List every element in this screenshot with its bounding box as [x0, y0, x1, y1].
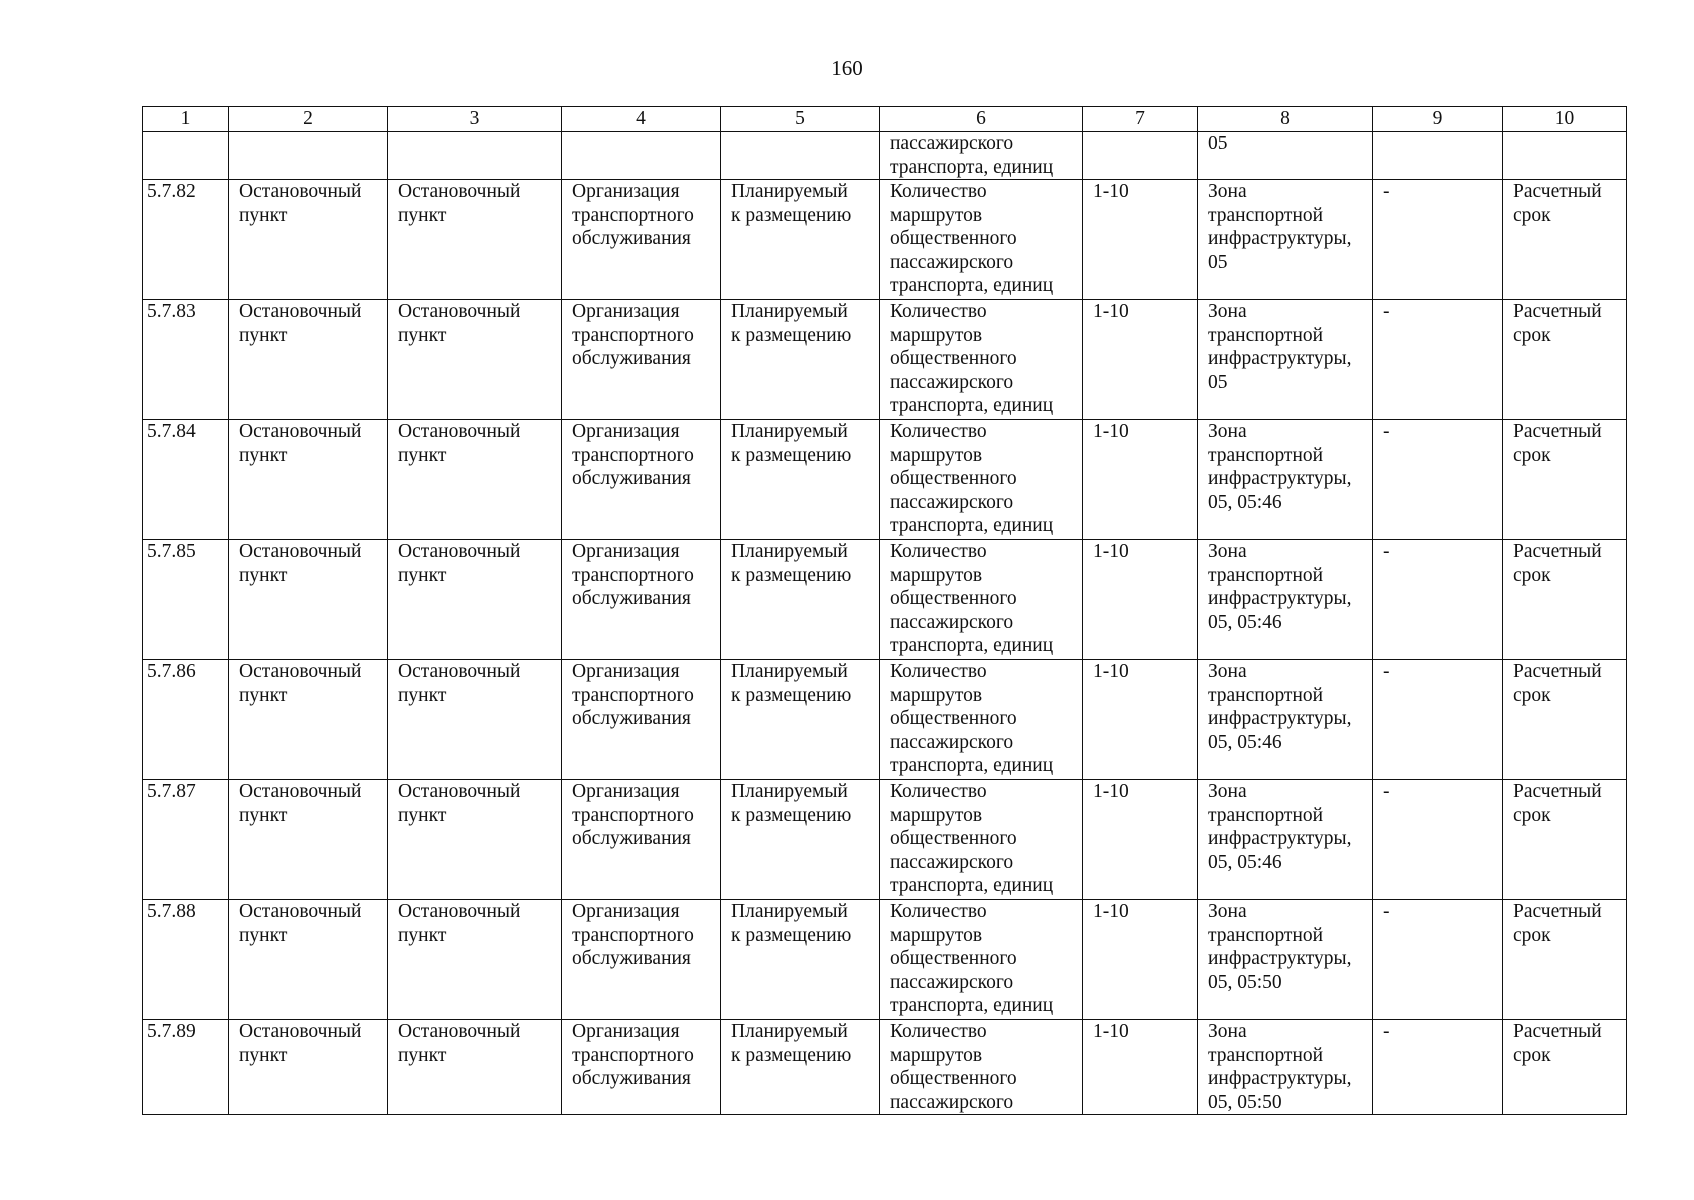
table-cell — [1373, 660, 1503, 780]
table-cell — [1503, 300, 1627, 420]
cell-text: Количество маршрутов общественного пассажирского транспорта, единиц — [890, 301, 1054, 416]
table-cell — [1373, 540, 1503, 660]
table-cell — [1198, 180, 1373, 300]
table-cell — [1373, 420, 1503, 540]
column-header: 6 — [880, 107, 1083, 132]
cell-text: Зона транспортной инфраструктуры, 05 — [1208, 181, 1352, 273]
table-cell — [562, 540, 721, 660]
cell-text: Организация транспортного обслуживания — [572, 421, 694, 489]
cell-text: пассажирского транспорта, единиц — [890, 133, 1054, 178]
table-cell — [1373, 300, 1503, 420]
table-cell — [1083, 420, 1198, 540]
cell-text: 1-10 — [1093, 1021, 1129, 1042]
table-cell — [721, 180, 880, 300]
cell-text: Количество маршрутов общественного пассажирского транспорта, единиц — [890, 661, 1054, 776]
table-cell — [143, 300, 229, 420]
column-header: 9 — [1373, 107, 1503, 132]
cell-text: Остановочный пункт — [239, 781, 362, 826]
table-cell — [388, 300, 562, 420]
column-header: 5 — [721, 107, 880, 132]
table-cell — [388, 420, 562, 540]
column-header: 7 — [1083, 107, 1198, 132]
cell-text: 1-10 — [1093, 301, 1129, 322]
cell-text: 5.7.83 — [147, 301, 196, 322]
table-cell — [1198, 780, 1373, 900]
cell-text: Планируемый к размещению — [731, 781, 852, 826]
cell-text: 1-10 — [1093, 541, 1129, 562]
cell-text: Остановочный пункт — [398, 301, 521, 346]
table-cell — [1198, 660, 1373, 780]
table-cell — [388, 132, 562, 180]
cell-text: Зона транспортной инфраструктуры, 05, 05:50 — [1208, 901, 1352, 993]
cell-text: Остановочный пункт — [239, 1021, 362, 1066]
column-header: 8 — [1198, 107, 1373, 132]
cell-text: - — [1383, 301, 1390, 322]
cell-text: Зона транспортной инфраструктуры, 05, 05:46 — [1208, 661, 1352, 753]
cell-text: - — [1383, 1021, 1390, 1042]
cell-text: 1-10 — [1093, 661, 1129, 682]
table-cell — [880, 780, 1083, 900]
table-row — [143, 180, 1627, 300]
cell-text: Остановочный пункт — [239, 421, 362, 466]
table-cell — [562, 660, 721, 780]
table-cell — [1373, 780, 1503, 900]
cell-text: - — [1383, 781, 1390, 802]
column-header: 3 — [388, 107, 562, 132]
data-table — [142, 106, 1627, 1115]
table-cell — [388, 660, 562, 780]
table-cell — [562, 900, 721, 1020]
table-cell — [1503, 660, 1627, 780]
table-cell — [1198, 1020, 1373, 1115]
cell-text: Остановочный пункт — [398, 541, 521, 586]
column-header: 2 — [229, 107, 388, 132]
table-row — [143, 540, 1627, 660]
table-cell — [388, 900, 562, 1020]
table-cell — [721, 300, 880, 420]
table-cell — [143, 420, 229, 540]
table-cell — [721, 420, 880, 540]
cell-text: Зона транспортной инфраструктуры, 05 — [1208, 301, 1352, 393]
cell-text: Остановочный пункт — [398, 901, 521, 946]
table-cell — [721, 540, 880, 660]
table-row — [143, 420, 1627, 540]
cell-text: Остановочный пункт — [398, 1021, 521, 1066]
table-cell — [143, 1020, 229, 1115]
table-cell — [721, 780, 880, 900]
table-cell — [1083, 660, 1198, 780]
table-cell — [880, 900, 1083, 1020]
table-cell — [1373, 900, 1503, 1020]
cell-text: Планируемый к размещению — [731, 661, 852, 706]
table-cell — [1503, 1020, 1627, 1115]
table-cell — [1503, 900, 1627, 1020]
table-cell — [562, 1020, 721, 1115]
cell-text: Расчетный срок — [1513, 781, 1602, 826]
cell-text: Количество маршрутов общественного пассажирского транспорта, единиц — [890, 541, 1054, 656]
table-cell — [229, 1020, 388, 1115]
cell-text: Планируемый к размещению — [731, 301, 852, 346]
table-cell — [721, 660, 880, 780]
table-cell — [229, 900, 388, 1020]
page-number: 160 — [831, 56, 863, 80]
cell-text: Планируемый к размещению — [731, 541, 852, 586]
table-row — [143, 660, 1627, 780]
table-cell — [229, 660, 388, 780]
table-cell — [721, 1020, 880, 1115]
cell-text: Зона транспортной инфраструктуры, 05, 05:50 — [1208, 1021, 1352, 1113]
table-cell — [1198, 300, 1373, 420]
cell-text: 1-10 — [1093, 181, 1129, 202]
cell-text: - — [1383, 421, 1390, 442]
cell-text: Расчетный срок — [1513, 901, 1602, 946]
table-cell — [388, 1020, 562, 1115]
table-cell — [1503, 132, 1627, 180]
cell-text: - — [1383, 181, 1390, 202]
cell-text: Количество маршрутов общественного пассажирского транспорта, единиц — [890, 421, 1054, 536]
table-cell — [721, 900, 880, 1020]
column-header: 4 — [562, 107, 721, 132]
cell-text: Организация транспортного обслуживания — [572, 1021, 694, 1089]
table-cell — [880, 540, 1083, 660]
table-cell — [1083, 300, 1198, 420]
cell-text: Организация транспортного обслуживания — [572, 301, 694, 369]
cell-text: 5.7.87 — [147, 781, 196, 802]
cell-text: Планируемый к размещению — [731, 421, 852, 466]
table-cell — [1373, 132, 1503, 180]
column-header: 10 — [1503, 107, 1627, 132]
cell-text: Зона транспортной инфраструктуры, 05, 05:46 — [1208, 541, 1352, 633]
cell-text: Планируемый к размещению — [731, 1021, 852, 1066]
table-cell — [1198, 420, 1373, 540]
table-cell — [143, 780, 229, 900]
table-cell — [1083, 900, 1198, 1020]
column-header: 1 — [143, 107, 229, 132]
table-cell — [143, 540, 229, 660]
cell-text: Остановочный пункт — [239, 301, 362, 346]
cell-text: Расчетный срок — [1513, 541, 1602, 586]
cell-text: Организация транспортного обслуживания — [572, 541, 694, 609]
table-cell — [1083, 180, 1198, 300]
table-cell — [143, 132, 229, 180]
cell-text: Планируемый к размещению — [731, 901, 852, 946]
table-cell — [388, 540, 562, 660]
cell-text: Зона транспортной инфраструктуры, 05, 05:46 — [1208, 781, 1352, 873]
cell-text: Остановочный пункт — [398, 181, 521, 226]
table-cell — [1198, 900, 1373, 1020]
table-cell — [388, 780, 562, 900]
cell-text: Организация транспортного обслуживания — [572, 781, 694, 849]
continuation-row — [143, 132, 1627, 180]
cell-text: Расчетный срок — [1513, 181, 1602, 226]
table-cell — [229, 540, 388, 660]
cell-text: Расчетный срок — [1513, 301, 1602, 346]
cell-text: 5.7.84 — [147, 421, 196, 442]
table-cell — [562, 420, 721, 540]
cell-text: - — [1383, 541, 1390, 562]
cell-text: Зона транспортной инфраструктуры, 05, 05:46 — [1208, 421, 1352, 513]
cell-text: 1-10 — [1093, 781, 1129, 802]
table-cell — [229, 132, 388, 180]
table-cell — [880, 132, 1083, 180]
cell-text: 5.7.89 — [147, 1021, 196, 1042]
cell-text: 5.7.88 — [147, 901, 196, 922]
cell-text: Количество маршрутов общественного пассажирского транспорта, единиц — [890, 781, 1054, 896]
table-cell — [229, 300, 388, 420]
cell-text: - — [1383, 901, 1390, 922]
table-row — [143, 900, 1627, 1020]
cell-text: Расчетный срок — [1513, 661, 1602, 706]
table-cell — [143, 900, 229, 1020]
cell-text: 5.7.86 — [147, 661, 196, 682]
table-cell — [1083, 132, 1198, 180]
table-cell — [562, 300, 721, 420]
table-cell — [1198, 540, 1373, 660]
cell-text: Остановочный пункт — [398, 781, 521, 826]
cell-text: Остановочный пункт — [239, 661, 362, 706]
header-row — [143, 107, 1627, 132]
cell-text: Остановочный пункт — [398, 661, 521, 706]
cell-text: 1-10 — [1093, 901, 1129, 922]
table-cell — [562, 780, 721, 900]
table-cell — [1503, 180, 1627, 300]
cell-text: Количество маршрутов общественного пассажирского — [890, 1021, 1017, 1113]
table-cell — [721, 132, 880, 180]
table-cell — [1503, 780, 1627, 900]
table-cell — [229, 420, 388, 540]
cell-text: Расчетный срок — [1513, 1021, 1602, 1066]
table-cell — [1198, 132, 1373, 180]
cell-text: Организация транспортного обслуживания — [572, 181, 694, 249]
table-cell — [880, 1020, 1083, 1115]
table-row — [143, 300, 1627, 420]
table-cell — [1373, 180, 1503, 300]
cell-text: 5.7.82 — [147, 181, 196, 202]
table-row — [143, 1020, 1627, 1115]
table-cell — [229, 780, 388, 900]
cell-text: Количество маршрутов общественного пассажирского транспорта, единиц — [890, 181, 1054, 296]
cell-text: Остановочный пункт — [398, 421, 521, 466]
cell-text: Расчетный срок — [1513, 421, 1602, 466]
table-cell — [1503, 540, 1627, 660]
cell-text: Организация транспортного обслуживания — [572, 901, 694, 969]
table-cell — [1373, 1020, 1503, 1115]
cell-text: 5.7.85 — [147, 541, 196, 562]
table-cell — [388, 180, 562, 300]
table-cell — [1083, 1020, 1198, 1115]
table-cell — [229, 180, 388, 300]
cell-text: 1-10 — [1093, 421, 1129, 442]
table-cell — [880, 660, 1083, 780]
table-cell — [880, 300, 1083, 420]
table-cell — [1083, 780, 1198, 900]
table-cell — [562, 132, 721, 180]
cell-text: Количество маршрутов общественного пассажирского транспорта, единиц — [890, 901, 1054, 1016]
cell-text: Остановочный пункт — [239, 901, 362, 946]
table-cell — [880, 420, 1083, 540]
cell-text: - — [1383, 661, 1390, 682]
cell-text: Планируемый к размещению — [731, 181, 852, 226]
table-cell — [562, 180, 721, 300]
table-cell — [143, 180, 229, 300]
table-cell — [1083, 540, 1198, 660]
cell-text: Остановочный пункт — [239, 541, 362, 586]
table-cell — [880, 180, 1083, 300]
table-row — [143, 780, 1627, 900]
cell-text: 05 — [1208, 133, 1228, 154]
cell-text: Остановочный пункт — [239, 181, 362, 226]
table-cell — [143, 660, 229, 780]
cell-text: Организация транспортного обслуживания — [572, 661, 694, 729]
table-cell — [1503, 420, 1627, 540]
